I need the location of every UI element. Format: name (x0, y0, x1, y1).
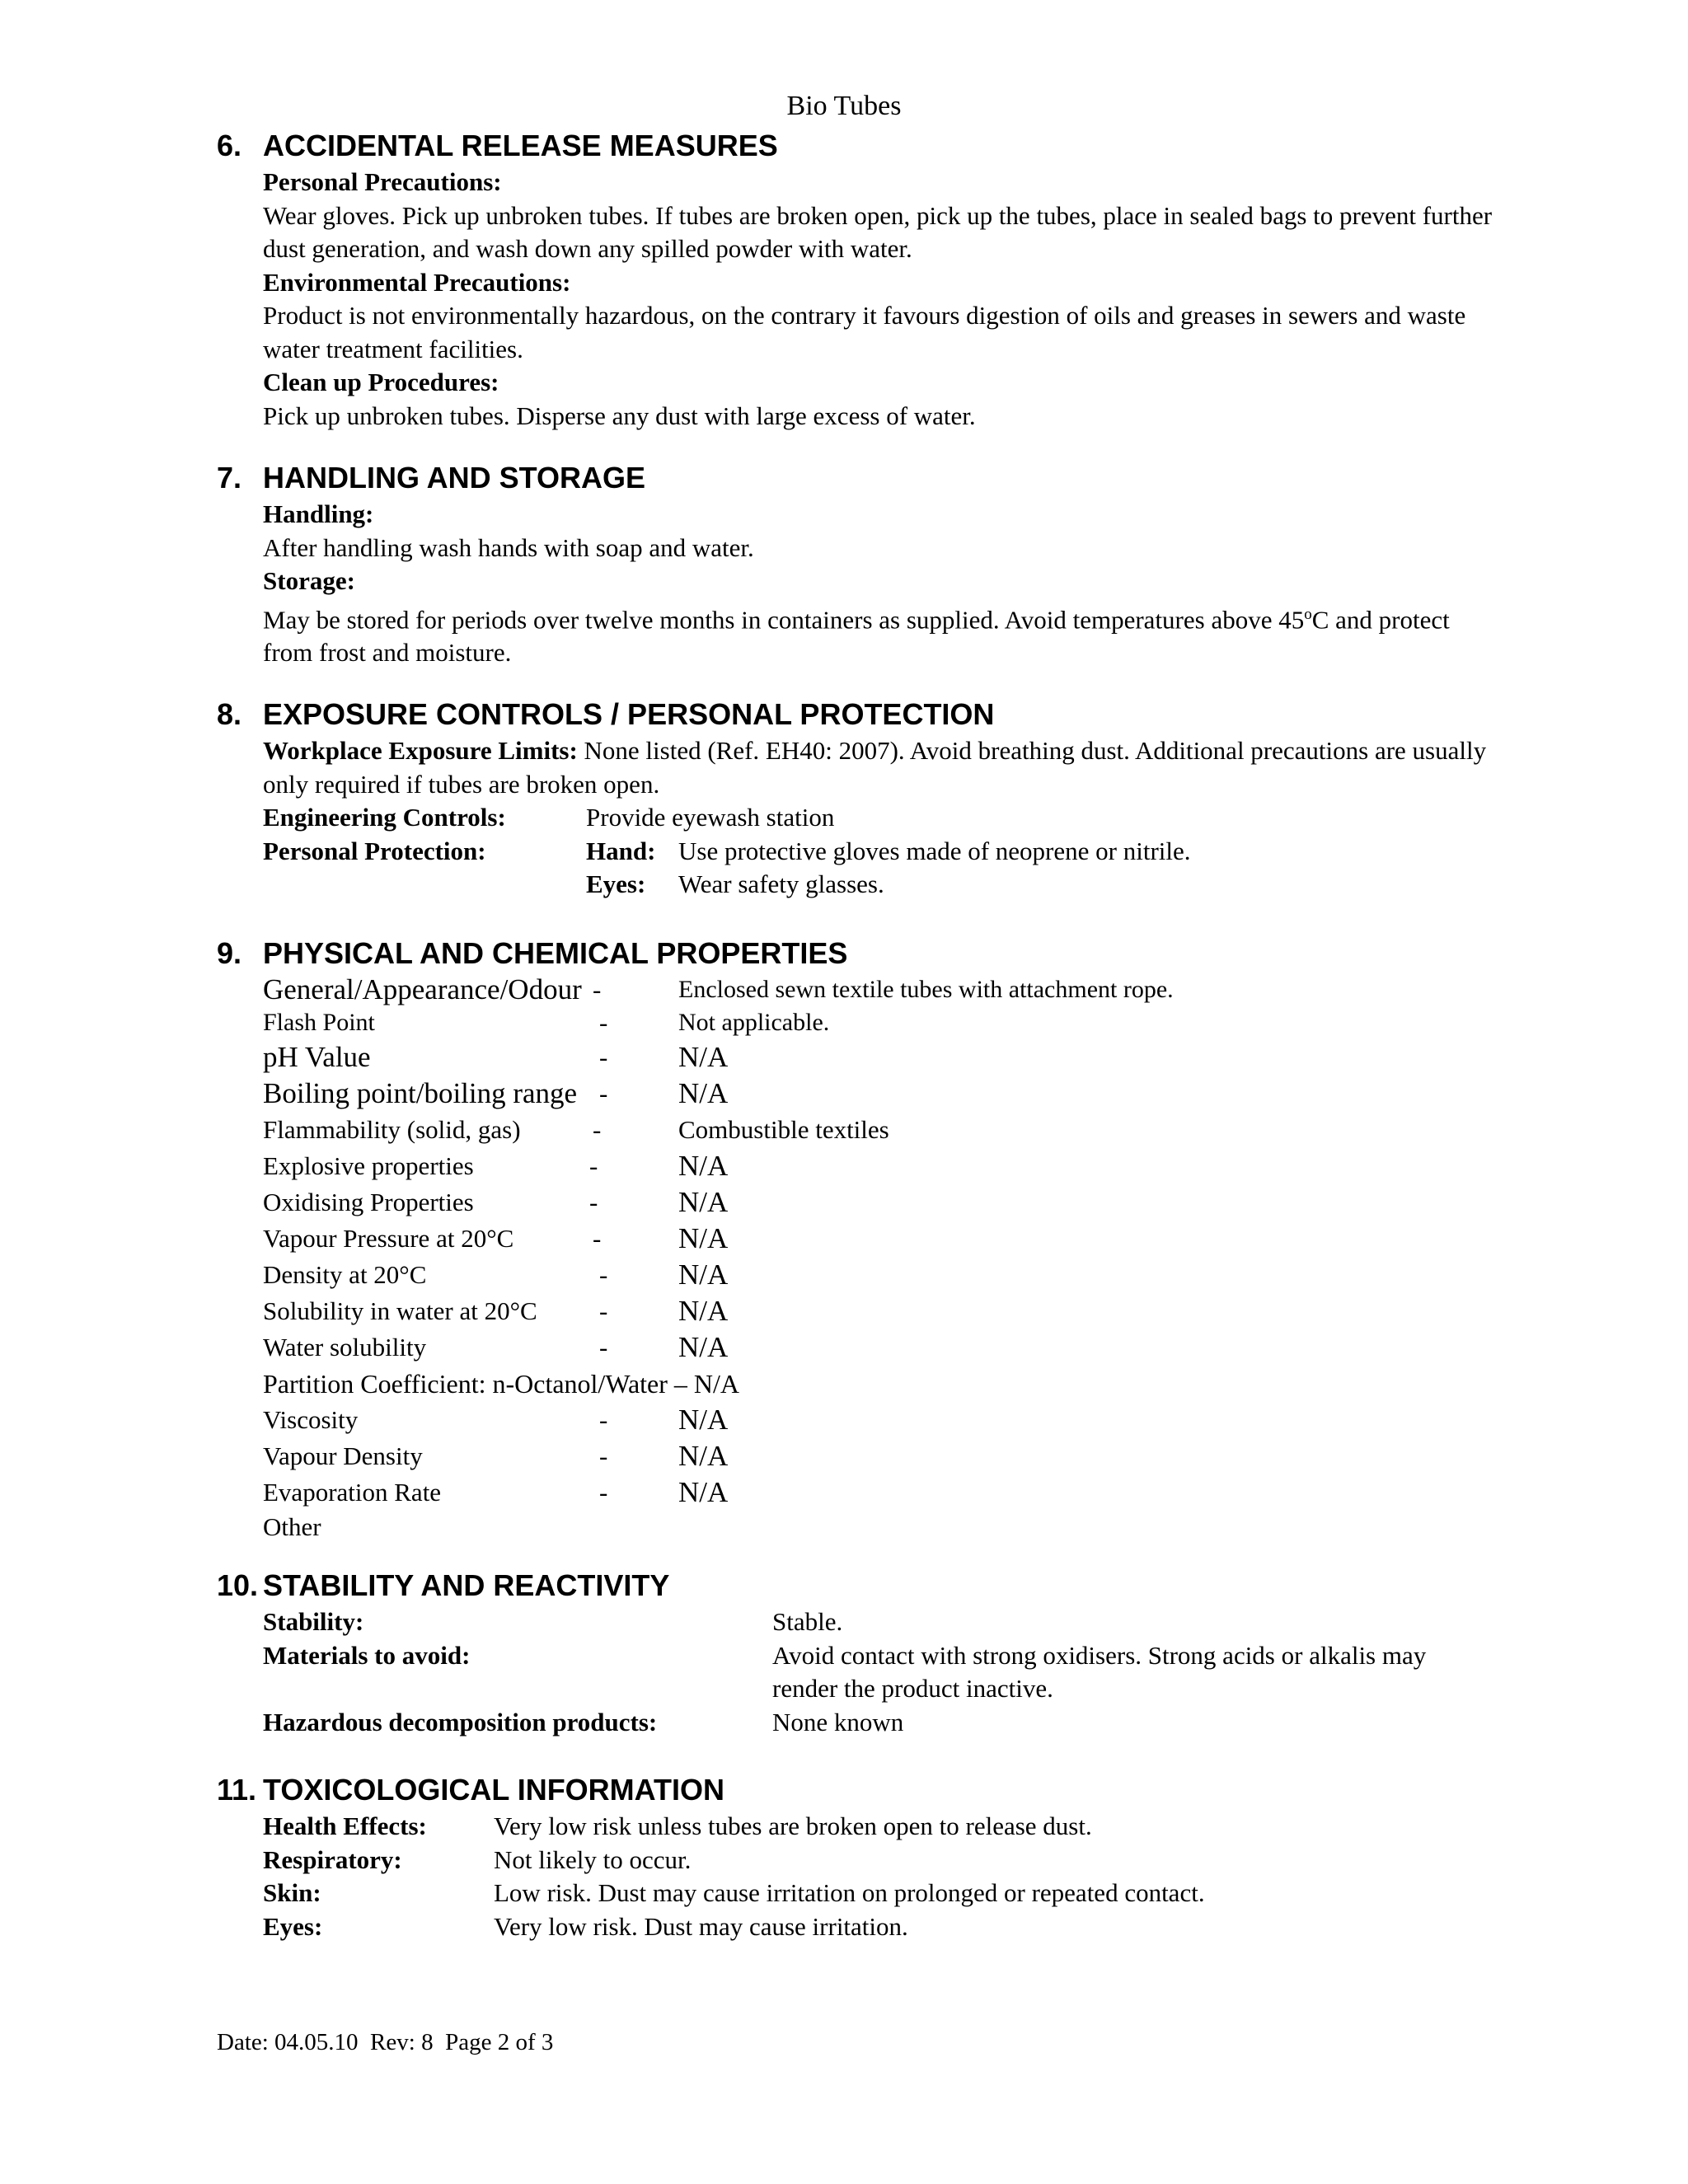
other-property: Other (263, 1512, 321, 1541)
toxicology-row: Skin: Low risk. Dust may cause irritation on prolonged or repeated contact. (263, 1878, 1205, 1907)
personal-precautions-label: Personal Precautions: (263, 167, 502, 196)
section-number: 10. (217, 1568, 259, 1602)
section-number: 7. (217, 461, 242, 494)
property-row: Water solubility - N/A (263, 1331, 729, 1363)
section-title: PHYSICAL AND CHEMICAL PROPERTIES (263, 936, 848, 970)
workplace-exposure-limits: Workplace Exposure Limits: None listed (Ref. EH40: 2007). Avoid breathing dust. Additional precautions are usually only required if tubes are broken open. (263, 736, 1487, 799)
section-10 (217, 1568, 1503, 1739)
section-title: ACCIDENTAL RELEASE MEASURES (263, 129, 778, 162)
section-heading (217, 696, 1503, 733)
property-row: Explosive properties - N/A (263, 1150, 729, 1182)
section-title: EXPOSURE CONTROLS / PERSONAL PROTECTION (263, 697, 995, 731)
engineering-controls-row: Engineering Controls: Provide eyewash station (263, 803, 835, 832)
hazardous-decomposition-row: Hazardous decomposition products: None known (263, 1707, 904, 1736)
degree-superscript: o (1304, 605, 1312, 623)
section-title: TOXICOLOGICAL INFORMATION (263, 1773, 724, 1807)
property-row: pH Value - N/A (263, 1041, 729, 1073)
materials-to-avoid-row: Materials to avoid: Avoid contact with strong oxidisers. Strong acids or alkalis may render the product inactive. (263, 1640, 1427, 1703)
section-heading (217, 1772, 1503, 1808)
property-row: Viscosity - N/A (263, 1404, 729, 1436)
toxicology-row: Health Effects: Very low risk unless tubes are broken open to release dust. (263, 1811, 1092, 1840)
section-number: 8. (217, 697, 242, 731)
page-footer: Date: 04.05.10 Rev: 8 Page 2 of 3 (217, 2029, 554, 2055)
section-6 (217, 128, 1503, 433)
toxicology-row: Respiratory: Not likely to occur. (263, 1844, 692, 1874)
property-row: Solubility in water at 20°C - N/A (263, 1295, 729, 1327)
section-11 (217, 1772, 1503, 1943)
property-row: General/Appearance/Odour - Enclosed sewn textile tubes with attachment rope. (263, 973, 1174, 1005)
property-row: Oxidising Properties - N/A (263, 1186, 729, 1218)
section-heading (217, 460, 1503, 496)
section-number: 6. (217, 129, 242, 162)
section-heading (217, 1568, 1503, 1604)
property-row: Density at 20°C - N/A (263, 1258, 729, 1291)
environmental-precautions-label: Environmental Precautions: (263, 267, 571, 297)
handling-text: After handling wash hands with soap and water. (263, 532, 754, 562)
section-8 (217, 696, 1503, 902)
section-number: 11. (217, 1773, 257, 1807)
personal-protection-hand-row: Personal Protection: Hand: Use protective gloves made of neoprene or nitrile. (263, 836, 1191, 865)
section-title: STABILITY AND REACTIVITY (263, 1568, 670, 1602)
property-row: Evaporation Rate - N/A (263, 1476, 729, 1508)
section-heading (217, 935, 1503, 972)
handling-label: Handling: (263, 499, 374, 528)
property-row: Flash Point - Not applicable. (263, 1008, 830, 1037)
property-row: Flammability (solid, gas) - Combustible textiles (263, 1115, 889, 1144)
section-heading (217, 128, 1503, 164)
personal-precautions-text: Wear gloves. Pick up unbroken tubes. If tubes are broken open, pick up the tubes, place in sealed bags to prevent further dust generation, and wash down any spilled powder with water. (263, 200, 1493, 263)
section-9 (217, 935, 1503, 1544)
storage-label: Storage: (263, 566, 355, 595)
environmental-precautions-text: Product is not environmentally hazardous, on the contrary it favours digestion of oils and greases in sewers and waste water treatment facilities. (263, 301, 1466, 363)
toxicology-row: Eyes: Very low risk. Dust may cause irritation. (263, 1911, 908, 1941)
property-row: Vapour Pressure at 20°C - N/A (263, 1222, 729, 1254)
properties-list (263, 973, 1503, 1544)
partition-coefficient: Partition Coefficient: n-Octanol/Water – N/A (263, 1369, 740, 1399)
section-title: HANDLING AND STORAGE (263, 461, 646, 494)
stability-row: Stability: Stable. (263, 1607, 843, 1636)
personal-protection-eyes-row: Eyes: Wear safety glasses. (586, 869, 884, 898)
property-row: Boiling point/boiling range - N/A (263, 1077, 729, 1109)
cleanup-procedures-text: Pick up unbroken tubes. Disperse any dust with large excess of water. (263, 401, 976, 430)
document-title: Bio Tubes (786, 91, 902, 121)
section-number: 9. (217, 936, 242, 970)
cleanup-procedures-label: Clean up Procedures: (263, 368, 499, 396)
section-7 (217, 460, 1503, 670)
property-row: Vapour Density - N/A (263, 1440, 729, 1472)
storage-text: May be stored for periods over twelve months in containers as supplied. Avoid temperatures above 45$^o$C and protect from frost and moisture. (263, 604, 1450, 668)
